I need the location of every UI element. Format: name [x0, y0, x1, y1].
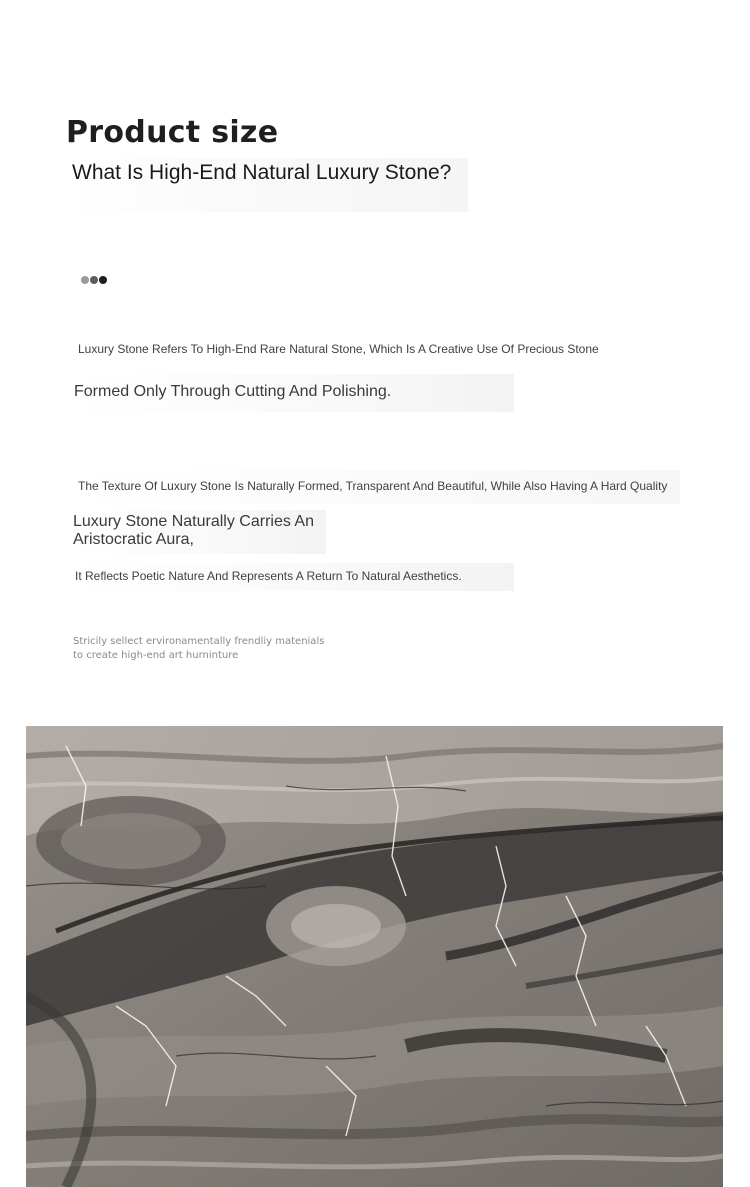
intro-heading: What Is High-End Natural Luxury Stone?	[72, 161, 452, 184]
dot-dark	[99, 276, 107, 284]
dot-mid	[90, 276, 98, 284]
paragraph-poetic-nature: It Reflects Poetic Nature And Represents A Return To Natural Aesthetics.	[75, 569, 462, 583]
dot-light	[81, 276, 89, 284]
fineprint-line-2: to create high-end art hurninture	[73, 650, 239, 661]
section-title: Product size	[66, 115, 279, 150]
paragraph-texture: The Texture Of Luxury Stone Is Naturally Formed, Transparent And Beautiful, While Also Having A Hard Quality	[78, 479, 668, 493]
marble-texture-image	[26, 726, 723, 1187]
paragraph-aristocratic: Luxury Stone Naturally Carries An Aristocratic Aura,	[73, 513, 314, 548]
paragraph-cutting-polishing: Formed Only Through Cutting And Polishing.	[74, 383, 392, 400]
paragraph-luxury-definition: Luxury Stone Refers To High-End Rare Natural Stone, Which Is A Creative Use Of Precious Stone	[78, 342, 599, 356]
fineprint	[73, 635, 373, 663]
decorative-dots	[81, 276, 107, 284]
fineprint-line-1: Stricily sellect ervironamentally frendliy matenials	[73, 636, 325, 647]
